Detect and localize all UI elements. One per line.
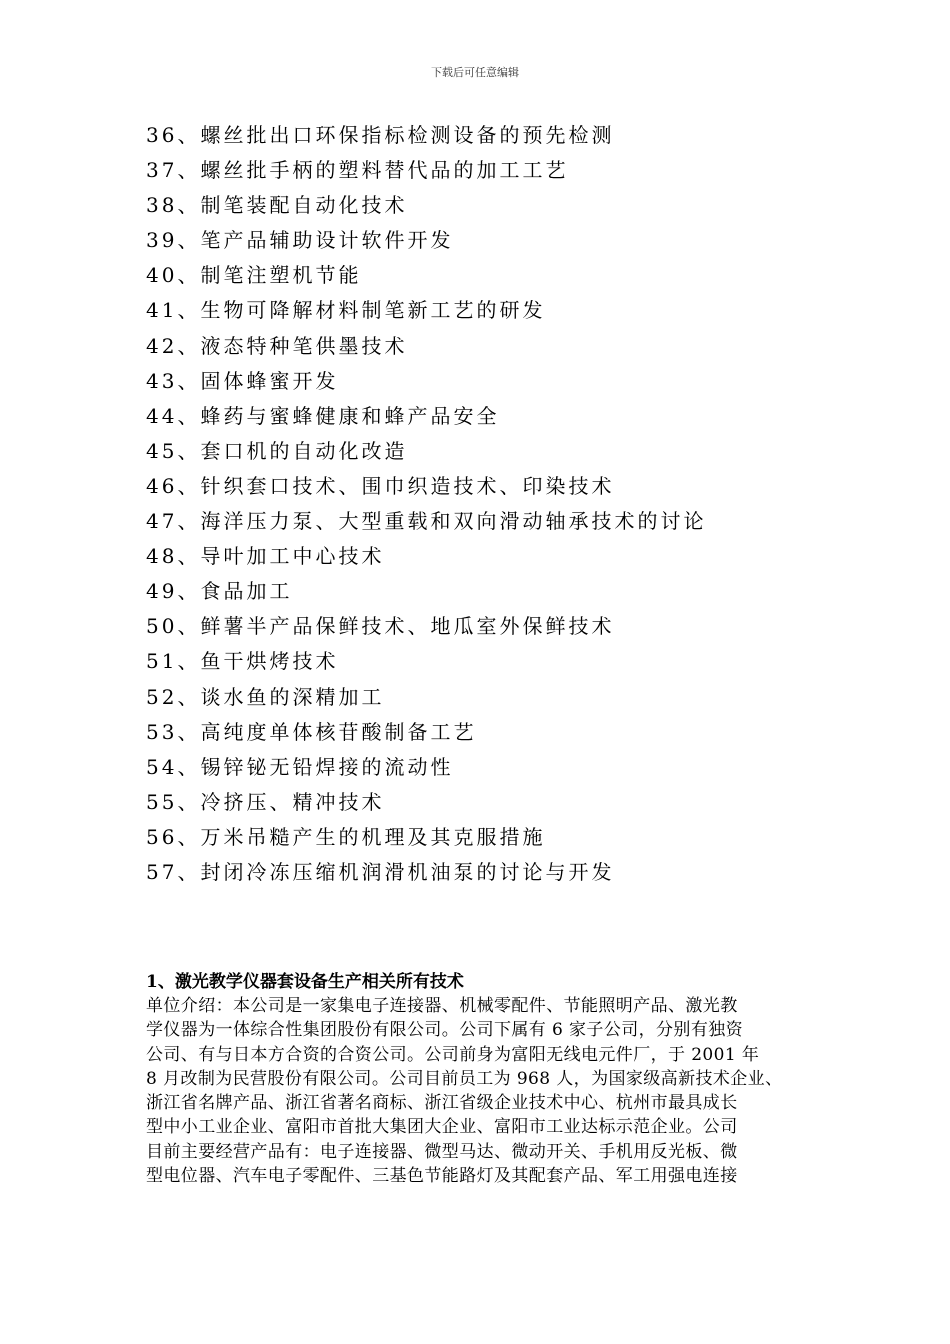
topic-item: 40、制笔注塑机节能 xyxy=(146,263,362,288)
paragraph-line: 型中小工业企业、富阳市首批大集团大企业、富阳市工业达标示范企业。公司 xyxy=(146,1117,738,1138)
paragraph-line: 单位介绍：本公司是一家集电子连接器、机械零配件、节能照明产品、激光教 xyxy=(146,996,738,1016)
topic-item: 39、笔产品辅助设计软件开发 xyxy=(146,228,454,253)
topic-item: 43、固体蜂蜜开发 xyxy=(146,368,339,393)
topic-item: 37、螺丝批手柄的塑料替代品的加工工艺 xyxy=(146,158,569,183)
topic-item: 38、制笔装配自动化技术 xyxy=(146,193,408,218)
topic-item: 53、高纯度单体核苷酸制备工艺 xyxy=(146,719,477,744)
topic-item: 57、封闭冷冻压缩机润滑机油泵的讨论与开发 xyxy=(146,859,615,884)
topic-item: 52、谈水鱼的深精加工 xyxy=(146,684,385,709)
topic-item: 45、套口机的自动化改造 xyxy=(146,438,408,463)
page-header: 下载后可任意编辑 xyxy=(431,66,519,79)
paragraph-line: 目前主要经营产品有：电子连接器、微型马达、微动开关、手机用反光板、微 xyxy=(146,1141,738,1162)
topic-item: 47、海洋压力泵、大型重载和双向滑动轴承技术的讨论 xyxy=(146,509,707,534)
paragraph-line: 公司、有与日本方合资的合资公司。公司前身为富阳无线电元件厂，于 2001 年 xyxy=(146,1044,760,1065)
topic-item: 51、鱼干烘烤技术 xyxy=(146,649,339,674)
paragraph-line: 浙江省名牌产品、浙江省著名商标、浙江省级企业技术中心、杭州市最具成长 xyxy=(146,1093,738,1114)
paragraph-line: 8 月改制为民营股份有限公司。公司目前员工为 968 人，为国家级高新技术企业、 xyxy=(146,1068,783,1089)
topic-item: 44、蜂药与蜜蜂健康和蜂产品安全 xyxy=(146,403,500,428)
topic-item: 55、冷挤压、精冲技术 xyxy=(146,789,385,814)
topic-item: 48、导叶加工中心技术 xyxy=(146,544,385,569)
topic-item: 41、生物可降解材料制笔新工艺的研发 xyxy=(146,298,546,323)
topic-item: 46、针织套口技术、围巾织造技术、印染技术 xyxy=(146,473,615,498)
section-title: 1、激光教学仪器套设备生产相关所有技术 xyxy=(146,972,464,992)
topic-item: 50、鲜薯半产品保鲜技术、地瓜室外保鲜技术 xyxy=(146,614,615,639)
topic-item: 49、食品加工 xyxy=(146,579,293,604)
topic-list xyxy=(146,118,706,890)
paragraph-line: 学仪器为一体综合性集团股份有限公司。公司下属有 6 家子公司，分别有独资 xyxy=(146,1020,744,1041)
topic-item: 56、万米吊糙产生的机理及其克服措施 xyxy=(146,824,546,849)
topic-item: 36、螺丝批出口环保指标检测设备的预先检测 xyxy=(146,123,615,147)
topic-item: 54、锡锌铋无铅焊接的流动性 xyxy=(146,754,454,779)
topic-item: 42、液态特种笔供墨技术 xyxy=(146,333,408,358)
company-section xyxy=(146,970,826,1188)
paragraph-line: 型电位器、汽车电子零配件、三基色节能路灯及其配套产品、军工用强电连接 xyxy=(146,1166,738,1187)
